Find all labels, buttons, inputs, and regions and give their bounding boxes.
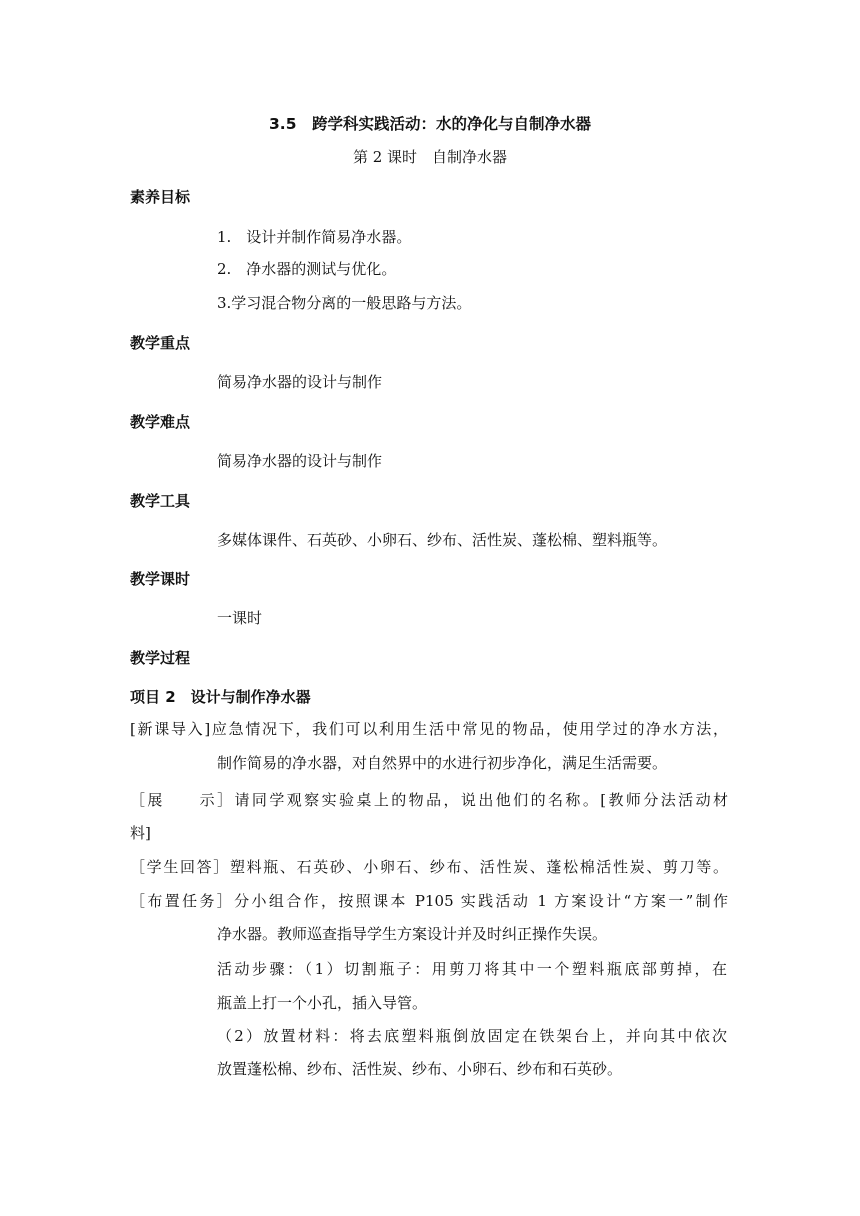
section-heading-goals: 素养目标 — [130, 188, 191, 206]
step2-line-1: （2）放置材料：将去底塑料瓶倒放固定在铁架台上，并向其中依次 — [217, 1027, 727, 1045]
goal-item: 3.学习混合物分离的一般思路与方法。 — [217, 294, 472, 312]
show-line-2: 料] — [130, 824, 151, 842]
section-heading-hours: 教学课时 — [130, 570, 191, 588]
section-heading-process: 教学过程 — [130, 649, 191, 667]
document-title: 3.5 跨学科实践活动：水的净化与自制净水器 — [269, 115, 591, 133]
hours-text: 一课时 — [217, 609, 263, 627]
tools-text: 多媒体课件、石英砂、小卵石、纱布、活性炭、蓬松棉、塑料瓶等。 — [217, 531, 668, 549]
key-point-text: 简易净水器的设计与制作 — [217, 373, 383, 391]
task-line-1: ［布置任务］分小组合作，按照课本 P105 实践活动 1 方案设计“方案一”制作 — [130, 892, 728, 910]
document-subtitle: 第 2 课时 自制净水器 — [352, 148, 508, 166]
intro-line-1: [新课导入]应急情况下，我们可以利用生活中常见的物品，使用学过的净水方法， — [130, 720, 728, 738]
difficulty-text: 简易净水器的设计与制作 — [217, 452, 383, 470]
show-line-1: ［展 示］请同学观察实验桌上的物品，说出他们的名称。[教师分法活动材 — [130, 791, 728, 809]
step2-line-2: 放置蓬松棉、纱布、活性炭、纱布、小卵石、纱布和石英砂。 — [217, 1060, 623, 1078]
step1-line-2: 瓶盖上打一个小孔，插入导管。 — [217, 994, 428, 1012]
intro-line-2: 制作简易的净水器，对自然界中的水进行初步净化，满足生活需要。 — [217, 754, 668, 772]
step1-line-1: 活动步骤：（1）切割瓶子：用剪刀将其中一个塑料瓶底部剪掉，在 — [217, 960, 727, 978]
section-heading-tools: 教学工具 — [130, 492, 191, 510]
goal-item: 1. 设计并制作简易净水器。 — [217, 228, 412, 246]
project-heading: 项目 2 设计与制作净水器 — [130, 688, 311, 706]
goal-item: 2. 净水器的测试与优化。 — [217, 260, 397, 278]
student-answer-line: ［学生回答］塑料瓶、石英砂、小卵石、纱布、活性炭、蓬松棉活性炭、剪刀等。 — [130, 858, 728, 876]
task-line-2: 净水器。教师巡查指导学生方案设计并及时纠正操作失误。 — [217, 925, 608, 943]
section-heading-difficulty: 教学难点 — [130, 413, 191, 431]
section-heading-key-point: 教学重点 — [130, 334, 191, 352]
